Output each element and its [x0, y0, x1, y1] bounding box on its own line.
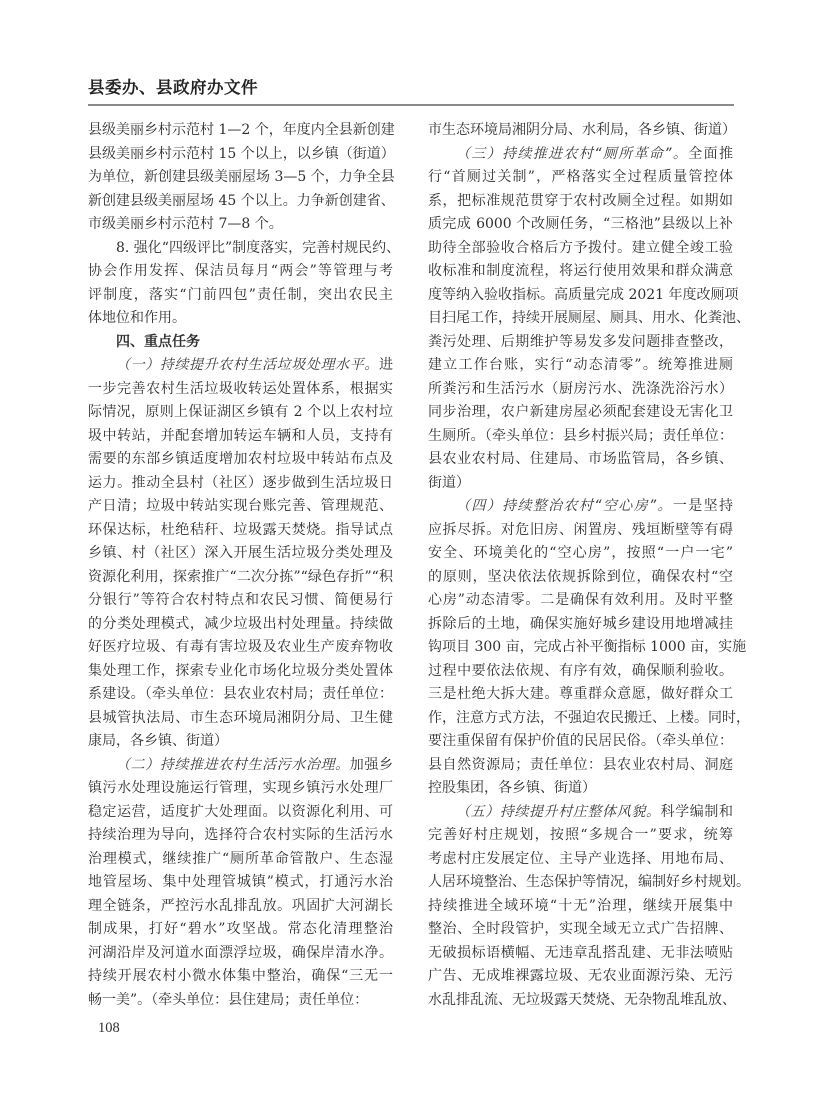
line-text: 四、重点任务 [116, 333, 200, 350]
text-line [88, 918, 393, 942]
text-line [428, 683, 733, 707]
line-text: 建立工作台账，实行“动态清零”。统筹推进厕 [428, 357, 733, 373]
page-number: 108 [98, 1020, 120, 1036]
line-text: 河湖沿岸及河道水面漂浮垃圾，确保岸清水净。 [88, 944, 393, 961]
line-text: 畅一美”。（牵头单位：县住建局；责任单位： [88, 991, 369, 1008]
text-line [428, 801, 733, 825]
text-line [88, 166, 393, 190]
text-line [88, 895, 393, 919]
text-line [88, 566, 393, 590]
text-line [88, 378, 393, 402]
text-line [428, 472, 733, 496]
paragraph [88, 354, 393, 754]
text-line [428, 425, 733, 449]
line-text: 县级美丽乡村示范村 15 个以上，以乡镇（街道） [88, 145, 395, 162]
text-line [88, 942, 393, 966]
line-text: 无破损标语横幅、无违章乱搭乱建、无非法喷贴 [428, 944, 733, 961]
paragraph [428, 143, 750, 496]
left-text-column [88, 119, 401, 1012]
paragraph [428, 495, 750, 801]
line-text: 为单位，新创建县级美丽屋场 3—5 个，力争全县 [88, 169, 395, 185]
line-text: 的分类处理模式，减少垃圾出村处理量。持续做 [88, 615, 393, 632]
line-text: 际情况，原则上保证湖区乡镇有 2 个以上农村垃 [88, 404, 393, 420]
line-text: 街道） [428, 474, 470, 491]
text-line [428, 213, 733, 237]
line-text: 同步治理，农户新建房屋必须配套建设无害化卫 [428, 404, 733, 420]
line-text: 整治、全时段管护，实现全域无立式广告招牌、 [428, 921, 733, 937]
line-text: 持续治理为导向，选择符合农村实际的生活污水 [88, 827, 393, 843]
line-text: 县级美丽乡村示范村 1—2 个，年度内全县新创建 [88, 122, 395, 138]
text-line [428, 190, 733, 214]
text-line [428, 260, 733, 284]
line-text: 粪污处理、后期维护等易发多发问题排查整改， [428, 333, 733, 350]
subsection-title: （一）持续提升农村生活垃圾处理水平。 [116, 357, 379, 373]
line-text: 的原则，坚决依法依规拆除到位，确保农村“空 [428, 568, 733, 585]
line-text: 科学编制和 [660, 803, 734, 820]
text-line [88, 824, 393, 848]
paragraph [88, 754, 393, 1013]
line-text: 镇污水处理设施运行管理，实现乡镇污水处理厂 [88, 780, 393, 796]
text-line [88, 143, 393, 167]
text-line [428, 918, 733, 942]
text-line [428, 354, 733, 378]
line-text: 要注重保留有保护价值的民居民俗。（牵头单位： [428, 733, 733, 749]
line-text: 县自然资源局；责任单位：县农业农村局、洞庭 [428, 756, 733, 773]
text-line [88, 237, 401, 261]
line-text: 系建设。（牵头单位：县农业农村局；责任单位： [88, 686, 393, 702]
text-line [428, 989, 736, 1013]
subsection-title: （三）持续推进农村“厕所革命”。 [456, 145, 689, 162]
line-text: 三是杜绝大拆大建。尊重群众意愿，做好群众工 [428, 686, 733, 702]
text-line [428, 448, 733, 472]
text-line [428, 965, 733, 989]
text-line [88, 495, 393, 519]
line-text: 系，把标准规范贯穿于农村改厕全过程。如期如 [428, 192, 733, 209]
text-line [88, 448, 393, 472]
line-text: 心房”动态清零。二是确保有效利用。及时平整 [428, 592, 733, 608]
line-text: 助待全部验收合格后方予拨付。建立健全竣工验 [428, 239, 733, 256]
text-line [428, 613, 733, 637]
text-line [88, 848, 393, 872]
line-text: 安全、环境美化的“空心房”，按照“一户一宅” [428, 545, 733, 561]
text-line [428, 848, 733, 872]
line-text: 生厕所。（牵头单位：县乡村振兴局；责任单位： [428, 427, 733, 444]
line-text: 分银行”等符合农村特点和农民习惯、简便易行 [88, 592, 393, 608]
text-line [88, 965, 393, 989]
line-text: 制成果，打好“碧水”攻坚战。常态化清理整治 [88, 921, 393, 937]
text-line [88, 660, 393, 684]
line-text: 市生态环境局湘阴分局、水利局，各乡镇、街道） [428, 122, 736, 138]
line-text: 质完成 6000 个改厕任务，“三格池”县级以上补 [428, 216, 733, 232]
line-text: 好医疗垃圾、有毒有害垃圾及农业生产废弃物收 [88, 639, 393, 655]
text-line [428, 237, 733, 261]
line-text: 应拆尽拆。对危旧房、闲置房、残垣断壁等有碍 [428, 521, 733, 538]
paragraph [88, 237, 401, 331]
line-text: 体地位和作用。 [88, 310, 186, 326]
text-line [428, 495, 733, 519]
text-line [428, 871, 750, 895]
line-text: 县农业农村局、住建局、市场监管局，各乡镇、 [428, 451, 733, 467]
text-line [88, 119, 393, 143]
text-line [88, 519, 393, 543]
line-text: 加强乡 [349, 756, 394, 773]
line-text: 市级美丽乡村示范村 7—8 个。 [88, 216, 283, 232]
line-text: 环保达标，杜绝秸秆、垃圾露天焚烧。指导试点 [88, 521, 393, 538]
text-line [88, 260, 393, 284]
text-line [428, 331, 733, 355]
right-text-column [428, 119, 750, 1012]
text-line [88, 542, 393, 566]
line-text: 需要的东部乡镇适度增加农村垃圾中转站布点及 [88, 451, 393, 467]
text-line [88, 754, 393, 778]
line-text: 县城管执法局、市生态环境局湘阴分局、卫生健 [88, 709, 393, 726]
text-line [428, 119, 736, 143]
running-header: 县委办、县政府办文件 [88, 78, 258, 97]
text-line [88, 636, 393, 660]
line-text: 评制度，落实“门前四包”责任制，突出农民主 [88, 286, 393, 303]
line-text: 地管屋场、集中处理管城镇”模式，打通污水治 [88, 874, 393, 890]
line-text: 持续开展农村小微水体集中整治，确保“三无一 [88, 968, 393, 984]
text-line [88, 801, 393, 825]
text-line [88, 284, 393, 308]
text-line [428, 895, 733, 919]
line-text: 产日清；垃圾中转站实现台账完善、管理规范、 [88, 498, 393, 514]
line-text: 理全链条，严控污水乱排乱放。巩固扩大河湖长 [88, 897, 393, 914]
text-line [428, 589, 733, 613]
text-line [88, 777, 393, 801]
text-line [428, 401, 733, 425]
subsection-title: （四）持续整治农村“空心房”。 [456, 498, 673, 514]
line-text: 资源化利用，探索推广“二次分拣”“绿色存折”“积 [88, 568, 393, 585]
text-line [428, 754, 733, 778]
text-line [88, 401, 393, 425]
line-text: 稳定运营，适度扩大处理面。以资源化利用、可 [88, 803, 393, 820]
line-text: 协会作用发挥、保洁员每月“两会”等管理与考 [88, 263, 393, 279]
line-text: 集处理工作，探索专业化市场化垃圾分类处置体 [88, 662, 393, 679]
text-line [88, 213, 393, 237]
text-line [88, 307, 393, 331]
text-line [88, 425, 393, 449]
text-line [428, 636, 747, 660]
subsection-title: （五）持续提升村庄整体风貌。 [456, 803, 661, 820]
text-line [428, 660, 733, 684]
line-text: 治理模式，继续推广“厕所革命管散户、生态湿 [88, 850, 393, 867]
section-heading [88, 331, 393, 355]
text-line [428, 284, 739, 308]
text-line [88, 613, 393, 637]
text-line [88, 331, 393, 355]
line-text: 目扫尾工作，持续开展厕屋、厕具、用水、化粪池、 [428, 310, 750, 326]
text-line [428, 378, 733, 402]
text-line [88, 730, 393, 754]
line-text: 作，注意方式方法，不强迫农民搬迁、上楼。同时， [428, 709, 750, 726]
line-text: 乡镇、村（社区）深入开展生活垃圾分类处理及 [88, 545, 393, 561]
text-line [428, 143, 733, 167]
text-line [428, 730, 733, 754]
line-text: 运力。推动全县村（社区）逐步做到生活垃圾日 [88, 474, 393, 491]
paragraph [88, 119, 393, 237]
line-text: 8. 强化“四级评比”制度落实，完善村规民约、 [116, 239, 401, 256]
line-text: 行“首厕过关制”，严格落实全过程质量管控体 [428, 169, 733, 185]
line-text: 进 [379, 357, 393, 373]
line-text: 持续推进全域环境“十无”治理，继续开展集中 [428, 897, 733, 914]
header-divider [88, 104, 734, 106]
text-line [88, 190, 393, 214]
text-line [88, 589, 393, 613]
line-text: 完善好村庄规划，按照“多规合一”要求，统筹 [428, 827, 733, 843]
line-text: 康局，各乡镇、街道） [88, 733, 228, 749]
text-line [88, 871, 393, 895]
line-text: 圾中转站，并配套增加转运车辆和人员，支持有 [88, 427, 393, 444]
subsection-title: （二）持续推进农村生活污水治理。 [116, 756, 350, 773]
line-text: 拆除后的土地，确保实施好城乡建设用地增减挂 [428, 615, 733, 632]
text-line [428, 166, 733, 190]
text-line [88, 472, 393, 496]
line-text: 所粪污和生活污水（厨房污水、洗涤洗浴污水） [428, 380, 733, 397]
text-line [428, 519, 733, 543]
line-text: 度等纳入验收指标。高质量完成 2021 年度改厕项 [428, 286, 739, 303]
text-line [428, 707, 750, 731]
text-line [88, 707, 393, 731]
text-line [428, 824, 733, 848]
text-line [428, 942, 733, 966]
line-text: 人居环境整治、生态保护等情况，编制好乡村规划。 [428, 874, 750, 890]
text-line [428, 307, 750, 331]
line-text: 全面推 [688, 145, 734, 162]
text-line [88, 989, 393, 1013]
paragraph [428, 119, 736, 143]
line-text: 钩项目 300 亩，完成占补平衡指标 1000 亩，实施 [428, 639, 747, 655]
text-line [428, 566, 733, 590]
text-line [428, 542, 733, 566]
line-text: 控股集团，各乡镇、街道） [428, 780, 596, 796]
line-text: 过程中要依法依规、有序有效，确保顺利验收。 [428, 662, 733, 679]
line-text: 一是坚持 [672, 498, 734, 514]
line-text: 收标准和制度流程，将运行使用效果和群众满意 [428, 263, 733, 279]
line-text: 新创建县级美丽屋场 45 个以上。力争新创建省、 [88, 192, 395, 209]
paragraph [428, 801, 750, 1013]
text-line [88, 354, 393, 378]
text-line [428, 777, 733, 801]
line-text: 一步完善农村生活垃圾收转运处置体系，根据实 [88, 380, 393, 397]
line-text: 考虑村庄发展定位、主导产业选择、用地布局、 [428, 850, 733, 867]
line-text: 广告、无成堆裸露垃圾、无农业面源污染、无污 [428, 968, 733, 984]
text-line [88, 683, 393, 707]
line-text: 水乱排乱流、无垃圾露天焚烧、无杂物乱堆乱放、 [428, 991, 736, 1008]
